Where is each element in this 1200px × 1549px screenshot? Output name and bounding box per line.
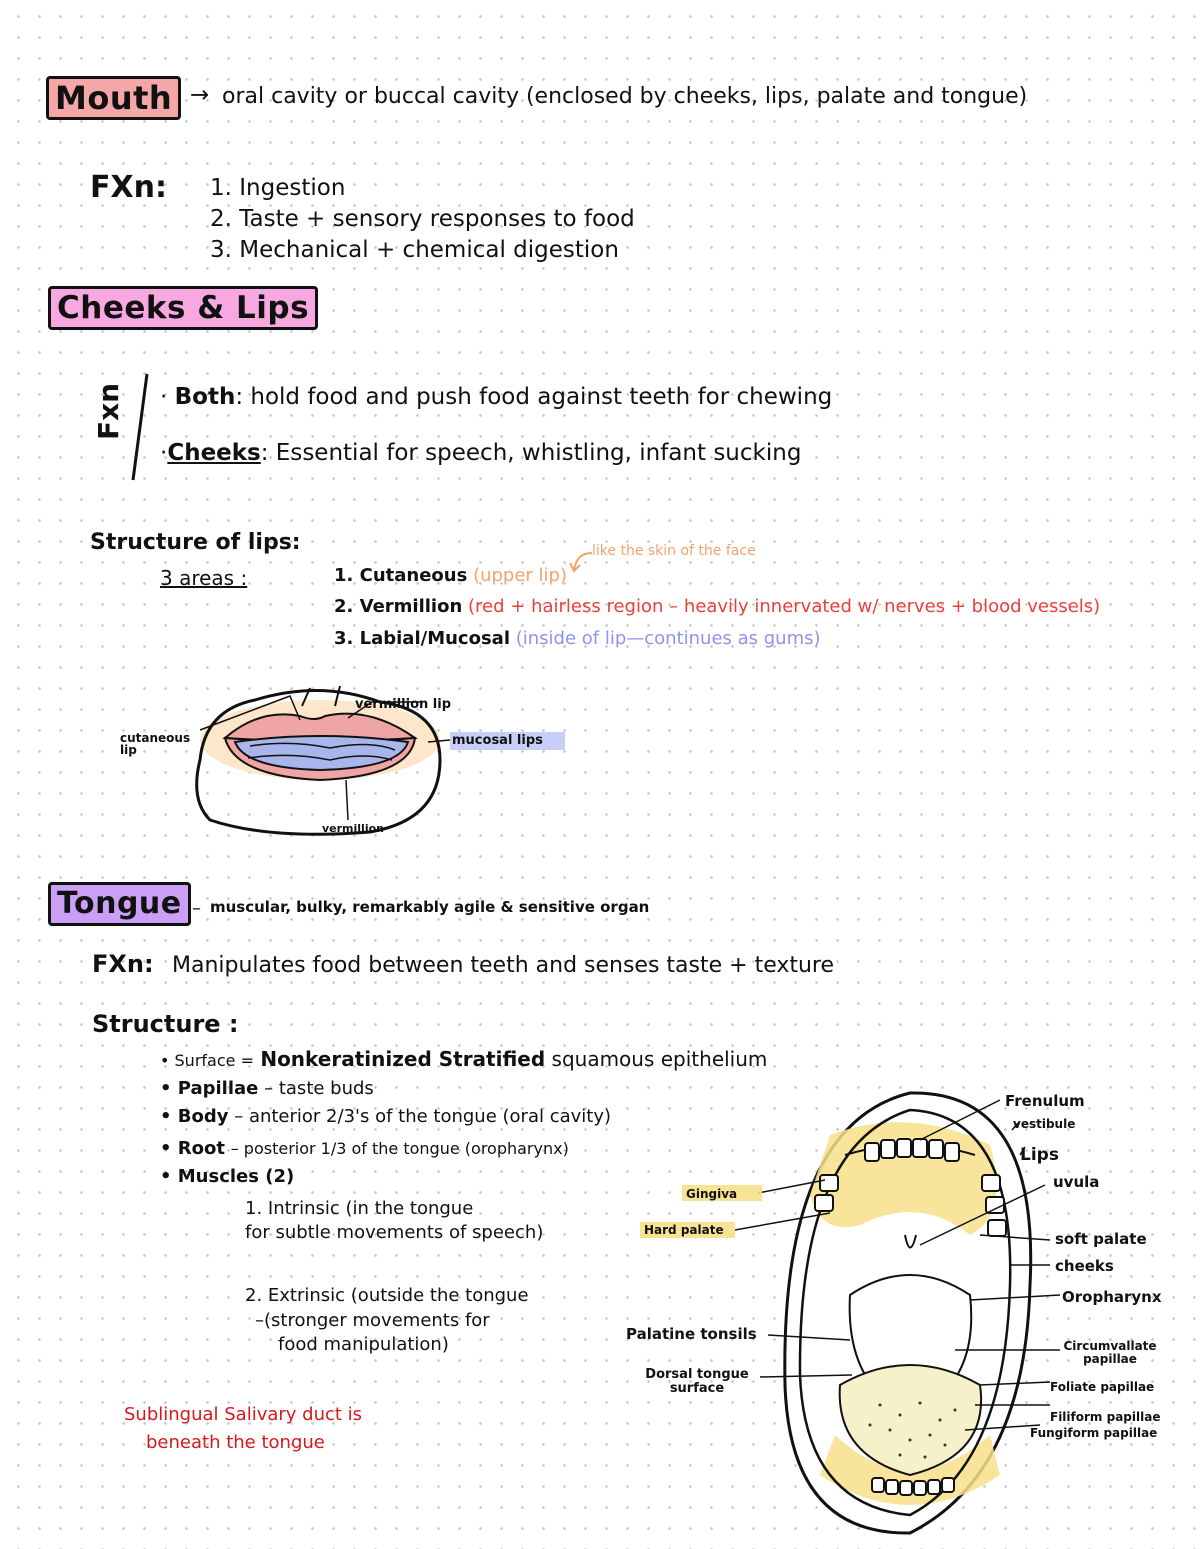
lips-label-mucosal: mucosal lips	[452, 733, 543, 748]
cheeks-lips-fxn-label: Fxn	[92, 382, 125, 440]
lip-area-cutaneous	[334, 565, 567, 586]
papillae-text: – taste buds	[264, 1078, 374, 1099]
lip-area-mucosal-name: 3. Labial/Mucosal	[334, 628, 510, 649]
surface-label: • Surface =	[160, 1051, 254, 1070]
tongue-body-row	[160, 1106, 611, 1127]
lip-area-mucosal-desc: (inside of lip—continues as gums)	[515, 628, 821, 649]
tongue-title: Tongue	[48, 882, 191, 926]
lip-area-cutaneous-desc: (upper lip)	[473, 565, 567, 586]
label-palatine-tonsils: Palatine tonsils	[626, 1325, 757, 1343]
root-label: • Root	[160, 1138, 225, 1159]
body-label: • Body	[160, 1106, 229, 1127]
tongue-dash: –	[192, 898, 201, 919]
mouth-definition: oral cavity or buccal cavity (enclosed by cheeks, lips, palate and tongue)	[222, 84, 1028, 109]
body-text: – anterior 2/3's of the tongue (oral cavity)	[234, 1106, 612, 1127]
label-filiform: Filiform papillae	[1050, 1410, 1161, 1424]
both-row: · Both: hold food and push food against teeth for chewing	[160, 384, 833, 410]
label-frenulum: Frenulum	[1005, 1092, 1085, 1110]
tongue-description: muscular, bulky, remarkably agile & sensitive organ	[210, 898, 650, 916]
mouth-function-2: 2. Taste + sensory responses to food	[210, 206, 635, 232]
both-text: : hold food and push food against teeth for chewing	[235, 384, 833, 410]
sublingual-note-1: Sublingual Salivary duct is	[124, 1404, 363, 1425]
label-gingiva: Gingiva	[686, 1187, 738, 1201]
label-vestibule: vestibule	[1013, 1117, 1076, 1131]
cheeks-row: ·Cheeks: Essential for speech, whistling, infant sucking	[160, 440, 802, 466]
intrinsic-line-1: 1. Intrinsic (in the tongue	[245, 1198, 474, 1219]
label-hard-palate: Hard palate	[644, 1223, 724, 1237]
root-text: – posterior 1/3 of the tongue (oropharynx)	[230, 1139, 569, 1158]
tongue-muscles-row: • Muscles (2)	[160, 1166, 295, 1187]
mouth-function-3: 3. Mechanical + chemical digestion	[210, 237, 619, 263]
lip-structure-heading: Structure of lips:	[90, 530, 301, 555]
lip-area-mucosal	[334, 628, 821, 649]
lips-label-vermillion: vermillion lip	[355, 697, 452, 712]
label-fungiform: Fungiform papillae	[1030, 1426, 1158, 1440]
lips-label-bottom: vermillion	[322, 822, 384, 835]
tongue-surface-row	[160, 1047, 767, 1071]
lip-note: like the skin of the face	[592, 543, 756, 559]
tongue-fxn-label: FXn:	[92, 950, 154, 978]
tongue-root-row	[160, 1138, 569, 1159]
cheeks-text: : Essential for speech, whistling, infant sucking	[260, 440, 802, 466]
mouth-arrow: →	[190, 82, 210, 108]
lips-diagram	[110, 680, 580, 840]
label-oropharynx: Oropharynx	[1062, 1288, 1162, 1306]
label-foliate: Foliate papillae	[1050, 1380, 1155, 1394]
tongue-structure-heading: Structure :	[92, 1010, 239, 1038]
surface-rest: squamous epithelium	[551, 1047, 768, 1071]
both-label: Both	[174, 384, 236, 410]
lip-area-cutaneous-name: 1. Cutaneous	[334, 565, 468, 586]
mouth-title: Mouth	[46, 76, 181, 120]
extrinsic-line-2: –(stronger movements for	[255, 1310, 490, 1331]
lip-area-vermillion	[334, 596, 1100, 617]
tongue-papillae-row	[160, 1078, 374, 1099]
cheeks-lips-title: Cheeks & Lips	[48, 286, 318, 330]
extrinsic-line-3: food manipulation)	[278, 1334, 449, 1355]
lips-label-cutaneous: cutaneous lip	[120, 731, 191, 757]
lip-areas-label: 3 areas :	[160, 566, 248, 590]
papillae-label: • Papillae	[160, 1078, 259, 1099]
intrinsic-line-2: for subtle movements of speech)	[245, 1222, 544, 1243]
tongue-fxn-text: Manipulates food between teeth and senses taste + texture	[172, 953, 835, 978]
open-mouth-diagram	[620, 1085, 1195, 1545]
lip-area-vermillion-name: 2. Vermillion	[334, 596, 463, 617]
cheeks-label: Cheeks	[167, 440, 261, 466]
mouth-fxn-label: FXn:	[90, 170, 167, 205]
label-soft-palate: soft palate	[1055, 1230, 1147, 1248]
fxn-divider	[125, 370, 155, 485]
label-circumvallate: Circumvallate papillae	[1063, 1339, 1157, 1366]
extrinsic-line-1: 2. Extrinsic (outside the tongue	[245, 1285, 529, 1306]
label-lips: Lips	[1020, 1145, 1059, 1165]
lip-note-arrow	[566, 545, 596, 575]
label-uvula: uvula	[1053, 1173, 1100, 1191]
mouth-function-1: 1. Ingestion	[210, 175, 346, 201]
sublingual-note-2: beneath the tongue	[146, 1432, 325, 1453]
surface-bold: Nonkeratinized Stratified	[260, 1047, 546, 1071]
lip-area-vermillion-desc: (red + hairless region – heavily innervated w/ nerves + blood vessels)	[468, 596, 1101, 617]
label-dorsal-tongue: Dorsal tongue surface	[645, 1367, 749, 1396]
label-cheeks: cheeks	[1055, 1257, 1114, 1275]
